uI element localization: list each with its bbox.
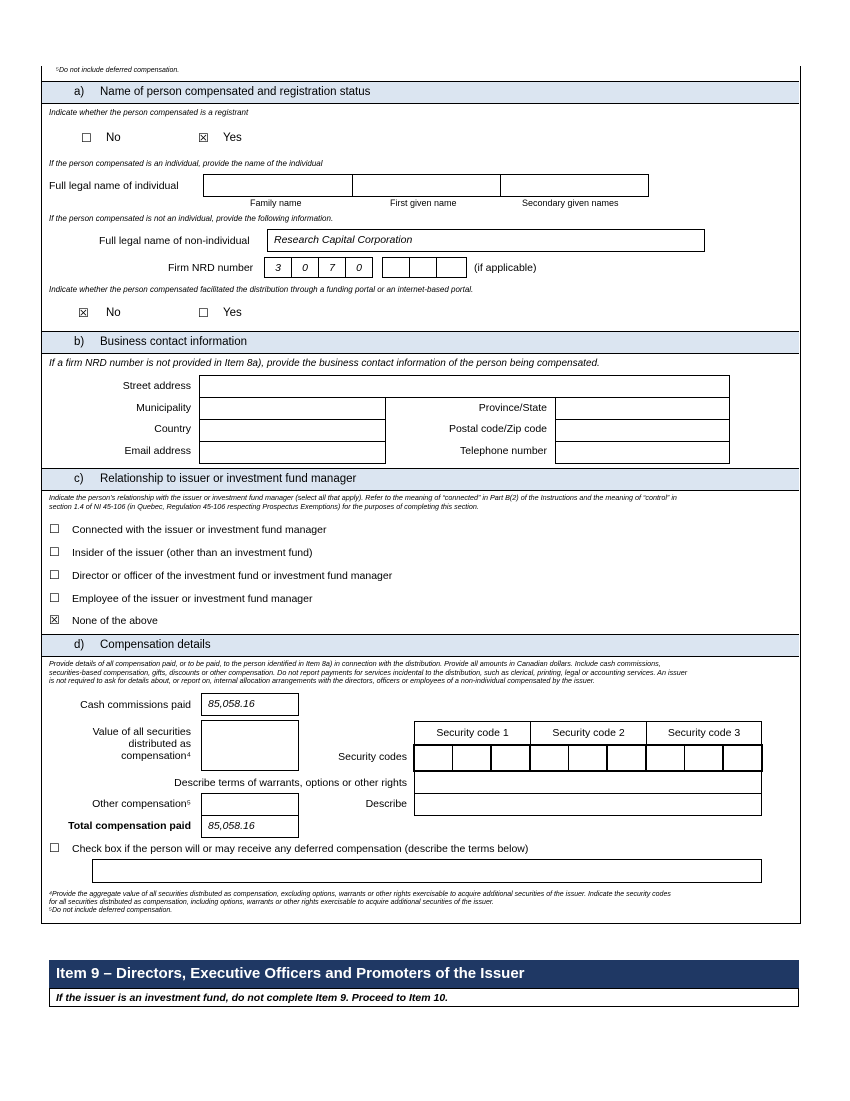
registrant-no-checkbox[interactable]: ☐ — [81, 131, 92, 145]
nrd-label: Firm NRD number — [168, 262, 254, 274]
item-9-note: If the issuer is an investment fund, do not complete Item 9. Proceed to Item 10. — [56, 992, 449, 1004]
individual-prompt: If the person compensated is an individual, provide the name of the individual — [49, 159, 323, 168]
relationship-employee-checkbox[interactable]: ☐ — [49, 591, 60, 605]
section-d-footnotes — [49, 891, 794, 915]
section-d-header — [42, 634, 799, 657]
nrd-digit-2[interactable]: 0 — [291, 257, 319, 278]
relationship-none-checkbox[interactable]: ☒ — [49, 613, 60, 627]
postal-code-field[interactable] — [555, 419, 730, 442]
non-individual-name-field[interactable]: Research Capital Corporation — [267, 229, 705, 252]
section-d-title: Compensation details — [100, 639, 211, 651]
deferred-compensation-label: Check box if the person will or may receive any deferred compensation (describe the terms below) — [72, 843, 529, 855]
first-given-name-field[interactable] — [352, 174, 501, 197]
secondary-given-caption: Secondary given names — [522, 198, 619, 208]
footnote-4-line-1: ⁴Provide the aggregate value of all securities distributed as compensation, excluding options, warrants or other rights exercisable to acquire additional securities of the issuer. Indicate the security codes — [49, 891, 671, 898]
section-c-prompt — [49, 494, 794, 511]
section-b-letter: b) — [74, 336, 85, 348]
relationship-director-checkbox[interactable]: ☐ — [49, 568, 60, 582]
country-label: Country — [154, 423, 191, 435]
relationship-insider-label: Insider of the issuer (other than an investment fund) — [72, 547, 313, 559]
cash-commissions-label: Cash commissions paid — [80, 699, 191, 711]
section-b-header — [42, 331, 799, 354]
warrants-terms-label: Describe terms of warrants, options or other rights — [174, 777, 407, 789]
section-a-header — [42, 81, 799, 104]
section-b-prompt: If a firm NRD number is not provided in Item 8a), provide the business contact information of the person being compensated. — [49, 358, 600, 369]
portal-no-checkbox[interactable]: ☒ — [78, 306, 89, 320]
securities-value-label-line-3: compensation⁴ — [121, 750, 191, 762]
individual-label: Full legal name of individual — [49, 180, 179, 192]
registrant-yes-label: Yes — [223, 132, 242, 144]
item-9-note-box — [49, 988, 799, 1007]
other-compensation-label: Other compensation⁵ — [92, 798, 191, 810]
section-a-letter: a) — [74, 86, 85, 98]
deferred-compensation-checkbox[interactable]: ☐ — [49, 841, 60, 855]
section-d-prompt-line-2: securities-based compensation, gifts, discounts or other compensation. Do not report payments for services incidental to the distribution, such as clerical, printing, legal or accounting services. An issuer — [49, 667, 688, 677]
portal-no-label: No — [106, 307, 121, 319]
section-b-title: Business contact information — [100, 336, 248, 348]
security-code-2-header: Security code 2 — [530, 721, 647, 745]
province-label: Province/State — [478, 402, 547, 414]
securities-value-label-line-2: distributed as — [128, 738, 191, 750]
relationship-director-label: Director or officer of the investment fund or investment fund manager — [72, 570, 393, 582]
security-code-1-header: Security code 1 — [414, 721, 531, 745]
section-d-letter: d) — [74, 639, 85, 651]
relationship-none-label: None of the above — [72, 615, 158, 627]
securities-value-label — [50, 726, 191, 762]
email-label: Email address — [124, 445, 191, 457]
non-individual-prompt: If the person compensated is not an individual, provide the following information. — [49, 214, 334, 223]
describe-field[interactable] — [414, 793, 762, 816]
municipality-field[interactable] — [199, 397, 386, 420]
total-compensation-field[interactable]: 85,058.16 — [201, 815, 299, 838]
relationship-insider-checkbox[interactable]: ☐ — [49, 545, 60, 559]
section-a-title: Name of person compensated and registration status — [100, 86, 371, 98]
relationship-employee-label: Employee of the issuer or investment fund manager — [72, 593, 313, 605]
section-c-prompt-line-2: section 1.4 of NI 45-106 (in Quebec, Regulation 45-106 respecting Prospectus Exemptions) for the purposes of completing this section. — [49, 501, 479, 511]
first-given-caption: First given name — [390, 198, 457, 208]
section-c-title: Relationship to issuer or investment fund manager — [100, 473, 357, 485]
deferred-compensation-terms-field[interactable] — [92, 859, 762, 883]
nrd-digit-4[interactable]: 0 — [345, 257, 373, 278]
telephone-field[interactable] — [555, 441, 730, 464]
item-9-header — [49, 960, 799, 988]
item-9-title: Item 9 – Directors, Executive Officers and Promoters of the Issuer — [56, 965, 525, 982]
section-d-prompt-line-3: is not required to ask for details about, or report on, internal allocation arrangements with the directors, officers or employees of a non-individual compensated by the issuer. — [49, 676, 595, 685]
cash-commissions-field[interactable]: 85,058.16 — [201, 693, 299, 716]
nrd-digit-5[interactable] — [382, 257, 410, 278]
footnote-4-line-2: for all securities distributed as compensation, including options, warrants or other rights exercisable to acquire additional securities of the issuer. — [49, 899, 494, 906]
section-c-header — [42, 468, 799, 491]
portal-yes-label: Yes — [223, 307, 242, 319]
section-c-prompt-line-1: Indicate the person’s relationship with the issuer or investment fund manager (select all that apply). Refer to the meaning of “connected” in Part B(2) of the Instructions and the meaning of “control” in — [49, 493, 677, 502]
total-compensation-label: Total compensation paid — [68, 820, 191, 832]
telephone-label: Telephone number — [460, 445, 547, 457]
top-footnote: ⁵Do not include deferred compensation. — [56, 67, 180, 74]
family-name-caption: Family name — [250, 198, 302, 208]
country-field[interactable] — [199, 419, 386, 442]
security-codes-outline — [413, 744, 763, 772]
non-individual-label: Full legal name of non-individual — [99, 235, 250, 247]
municipality-label: Municipality — [136, 402, 191, 414]
nrd-applicable-note: (if applicable) — [474, 262, 537, 274]
portal-prompt: Indicate whether the person compensated facilitated the distribution through a funding portal or an internet-based portal. — [49, 285, 474, 294]
relationship-connected-label: Connected with the issuer or investment fund manager — [72, 524, 327, 536]
street-address-label: Street address — [122, 380, 191, 392]
registrant-yes-checkbox[interactable]: ☒ — [198, 131, 209, 145]
section-d-prompt-line-1: Provide details of all compensation paid, or to be paid, to the person identified in Item 8a) in connection with the distribution. Provide all amounts in Canadian dollars. Include cash commissions, — [49, 659, 661, 668]
securities-value-label-line-1: Value of all securities — [92, 726, 191, 738]
securities-value-field[interactable] — [201, 720, 299, 771]
security-codes-label: Security codes — [338, 751, 407, 763]
section-d-prompt — [49, 660, 794, 686]
section-c-letter: c) — [74, 473, 84, 485]
nrd-digit-3[interactable]: 7 — [318, 257, 346, 278]
nrd-digit-6[interactable] — [409, 257, 437, 278]
registrant-no-label: No — [106, 132, 121, 144]
postal-code-label: Postal code/Zip code — [448, 423, 547, 435]
street-address-field[interactable] — [199, 375, 730, 398]
describe-label: Describe — [365, 798, 407, 810]
nrd-digit-7[interactable] — [436, 257, 467, 278]
relationship-connected-checkbox[interactable]: ☐ — [49, 522, 60, 536]
warrants-terms-field[interactable] — [414, 771, 762, 794]
nrd-digit-1[interactable]: 3 — [264, 257, 292, 278]
portal-yes-checkbox[interactable]: ☐ — [198, 306, 209, 320]
secondary-given-names-field[interactable] — [500, 174, 649, 197]
other-compensation-field[interactable] — [201, 793, 299, 816]
security-code-3-header: Security code 3 — [646, 721, 762, 745]
registrant-prompt: Indicate whether the person compensated is a registrant — [49, 108, 249, 117]
province-field[interactable] — [555, 397, 730, 420]
email-field[interactable] — [199, 441, 386, 464]
family-name-field[interactable] — [203, 174, 353, 197]
footnote-5: ⁵Do not include deferred compensation. — [49, 907, 173, 914]
